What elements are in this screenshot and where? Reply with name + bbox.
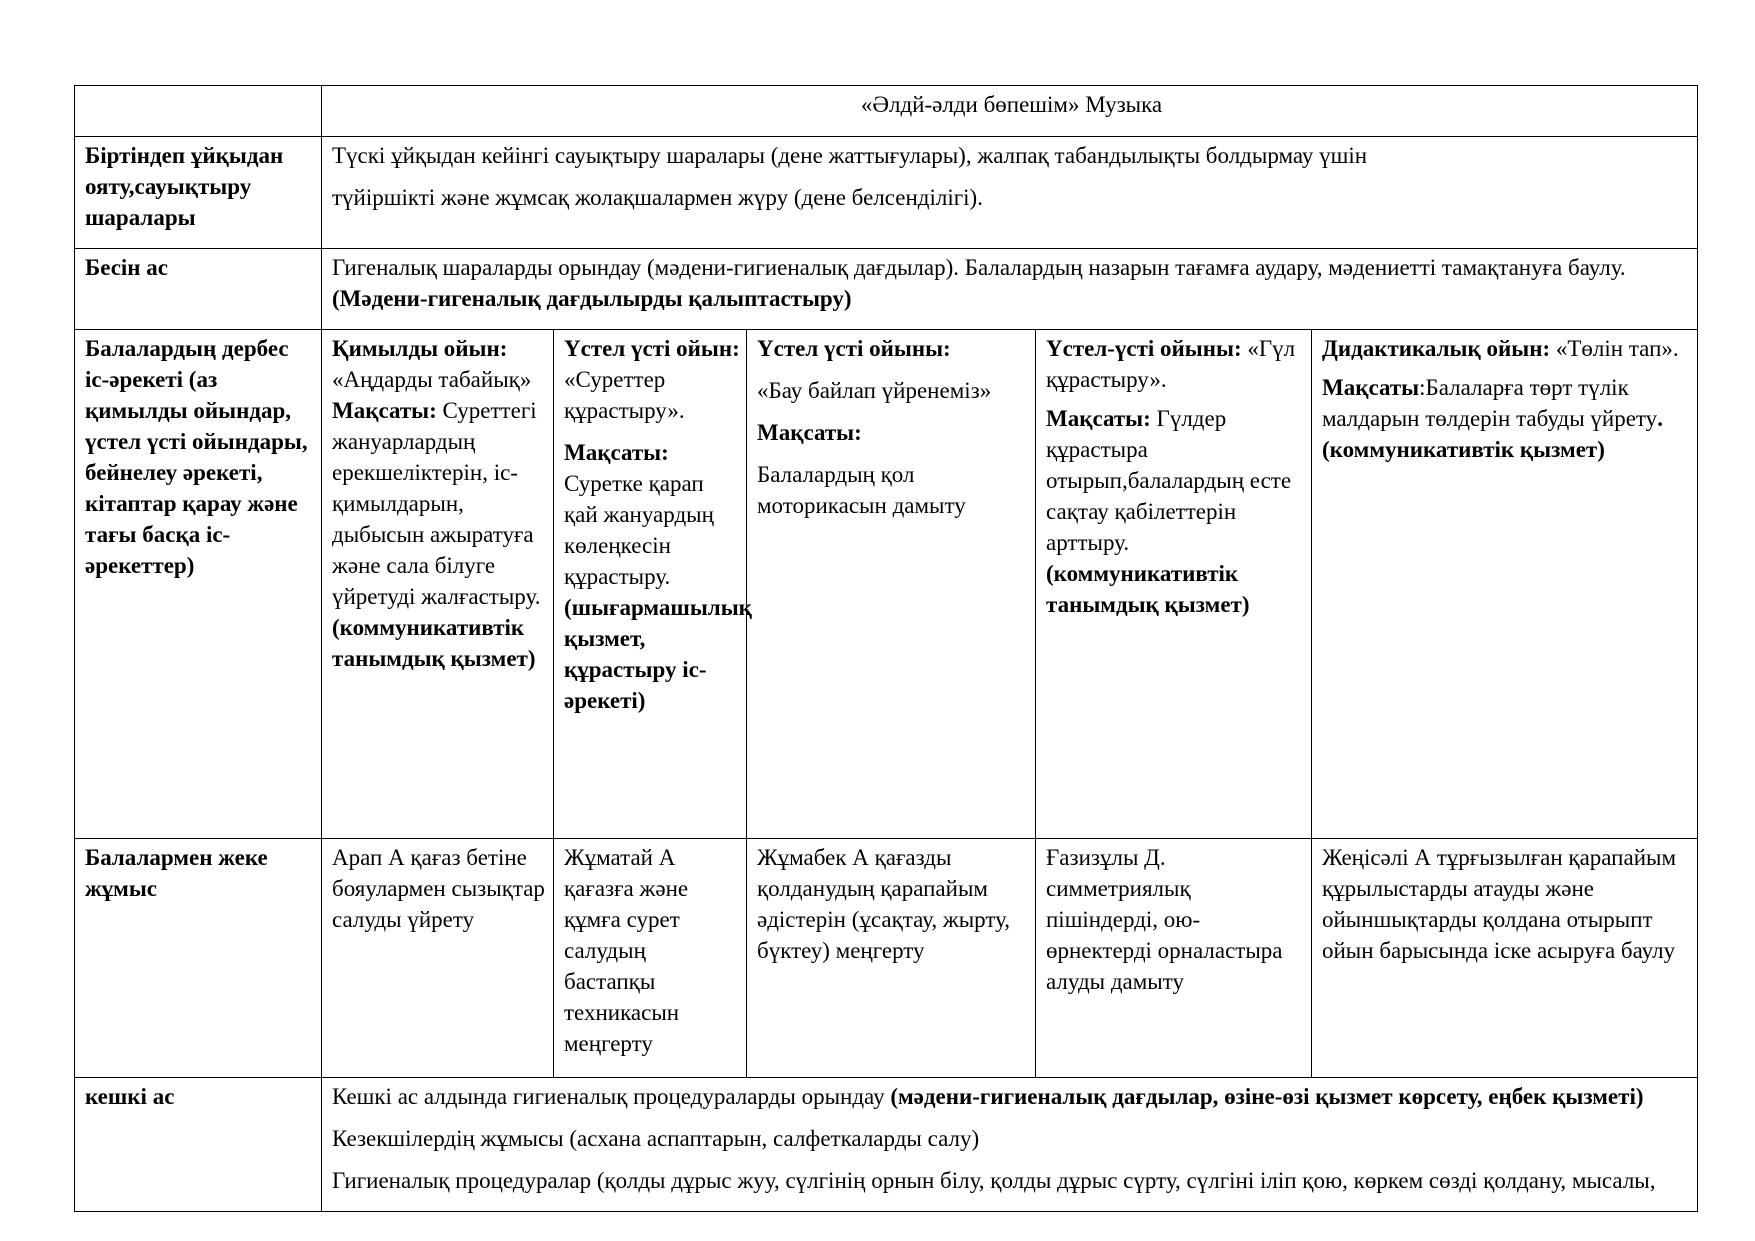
activity-5-type: . (коммуникативтік қызмет) [1322,406,1663,462]
awakening-line-1: Түскі ұйқыдан кейінгі сауықтыру шаралары (дене жаттығулары), жалпақ табандылықты болдырмау үшін [332,143,1368,168]
activity-cell-3 [747,330,1036,839]
snack-label: Бесін ас [75,249,322,330]
individual-cell-5: Жеңісәлі А тұрғызылған қарапайым құрылыстарды атауды және ойыншықтарды қолдана отырыпт ойын барысында іске асыруға баулу [1312,839,1698,1078]
dinner-row [75,1078,1698,1212]
activity-3-goal: Балалардың қол моторикасын дамыту [757,462,966,518]
activity-2-type: (шығармашылық қызмет, құрастыру іс-әрекеті) [564,595,752,713]
activity-2-goal: Суретке қарап қай жануардың көлеңкесін құрастыру. [564,471,714,589]
activity-4-goal: Гүлдер құрастыра отырып,балалардың есте сақтау қабілеттерін арттыру. [1046,406,1292,555]
individual-work-label: Балалармен жеке жұмыс [75,839,322,1078]
dinner-line-3: Гигиеналық процедуралар (қолды дұрыс жуу, сүлгінің орнын білу, қолды дұрыс сүрту, сүлгіні іліп қою, көркем сөзді қолдану, мысалы, [332,1168,1656,1193]
activity-2-goal-label: Мақсаты: [564,440,669,465]
activity-cell-5 [1312,330,1698,839]
title-text: «Әлдй-әлди бөпешім» Музыка [860,92,1163,117]
activity-5-goal-label: Мақсаты [1322,375,1420,400]
activity-1-goal-label: Мақсаты: [332,398,437,423]
dinner-content [322,1078,1698,1212]
activity-4-name: «Гүл құрастыру». [1046,336,1296,392]
activity-cell-1 [322,330,554,839]
activity-4-type: (коммуникативтік танымдық қызмет) [1046,561,1250,617]
individual-cell-4: Ғазизұлы Д. симметриялық пішіндерді, ою-өрнектерді орналастыра алуды дамыту [1036,839,1312,1078]
individual-work-row [75,839,1698,1078]
activity-5-goal: :Балаларға төрт түлік малдарын төлдерін табуды үйрету [1322,375,1658,431]
activity-1-goal: Суреттегі жануарлардың ерекшеліктерін, іс-қимылдарын, дыбысын ажыратуға және сала білуге үйретуді жалғастыру. [332,398,541,609]
activity-cell-4 [1036,330,1312,839]
dinner-label: кешкі ас [75,1078,322,1212]
awakening-content [322,137,1698,249]
activity-3-goal-label: Мақсаты: [757,420,862,445]
activity-3-heading: Үстел үсті ойыны: [757,336,951,361]
snack-content [322,249,1698,330]
activity-1-type: (коммуникативтік танымдық қызмет) [332,615,536,671]
activity-1-name: «Аңдарды табайық» [332,367,532,392]
individual-cell-1: Арап А қағаз бетіне бояулармен сызықтар салуды үйрету [322,839,554,1078]
activity-2-heading: Үстел үсті ойын: [564,336,740,361]
activity-5-name: «Төлін тап». [1550,336,1679,361]
activity-4-heading: Үстел-үсті ойыны: [1046,336,1242,361]
title-cell [322,86,1698,137]
activity-2-name: «Суреттер құрастыру». [564,367,685,423]
activities-row [75,330,1698,839]
individual-cell-2: Жұматай А қағазға және құмға сурет салудың бастапқы техникасын меңгерту [554,839,747,1078]
awakening-row [75,137,1698,249]
activity-3-name: «Бау байлап үйренеміз» [757,378,992,403]
activity-4-goal-label: Мақсаты: [1046,406,1151,431]
daily-plan-table [74,85,1698,1212]
dinner-line-2: Кезекшілердің жұмысы (асхана аспаптарын, салфеткаларды салу) [332,1126,980,1151]
empty-label-cell [75,86,322,137]
snack-bold-text: (Мәдени-гигеналық дағдылырды қалыптастыру) [332,286,852,311]
awakening-label: Біртіндеп ұйқыдан ояту,сауықтыру шаралары [75,137,322,249]
activity-5-heading: Дидактикалық ойын: [1322,336,1551,361]
title-row [75,86,1698,137]
activity-1-heading: Қимылды ойын: [332,336,508,361]
individual-cell-3: Жұмабек А қағазды қолданудың қарапайым әдістерін (ұсақтау, жырту, бүктеу) меңгерту [747,839,1036,1078]
dinner-line-1-bold: (мәдени-гигиеналық дағдылар, өзіне-өзі қызмет көрсету, еңбек қызметі) [890,1084,1644,1109]
dinner-line-1: Кешкі ас алдында гигиеналық процедураларды орындау [332,1084,891,1109]
activities-label: Балалардың дербес іс-әрекеті (аз қимылды ойындар, үстел үсті ойындары, бейнелеу әрекеті, кітаптар қарау және тағы басқа іс-әрекеттер) [75,330,322,839]
activity-cell-2 [554,330,752,839]
snack-text: Гигеналық шараларды орындау (мәдени-гигиеналық дағдылар). Балалардың назарын тағамға аудару, мәдениетті тамақтануға баулу. [332,255,1626,280]
awakening-line-2: түйіршікті және жұмсақ жолақшалармен жүру (дене белсенділігі). [332,185,983,210]
snack-row [75,249,1698,330]
